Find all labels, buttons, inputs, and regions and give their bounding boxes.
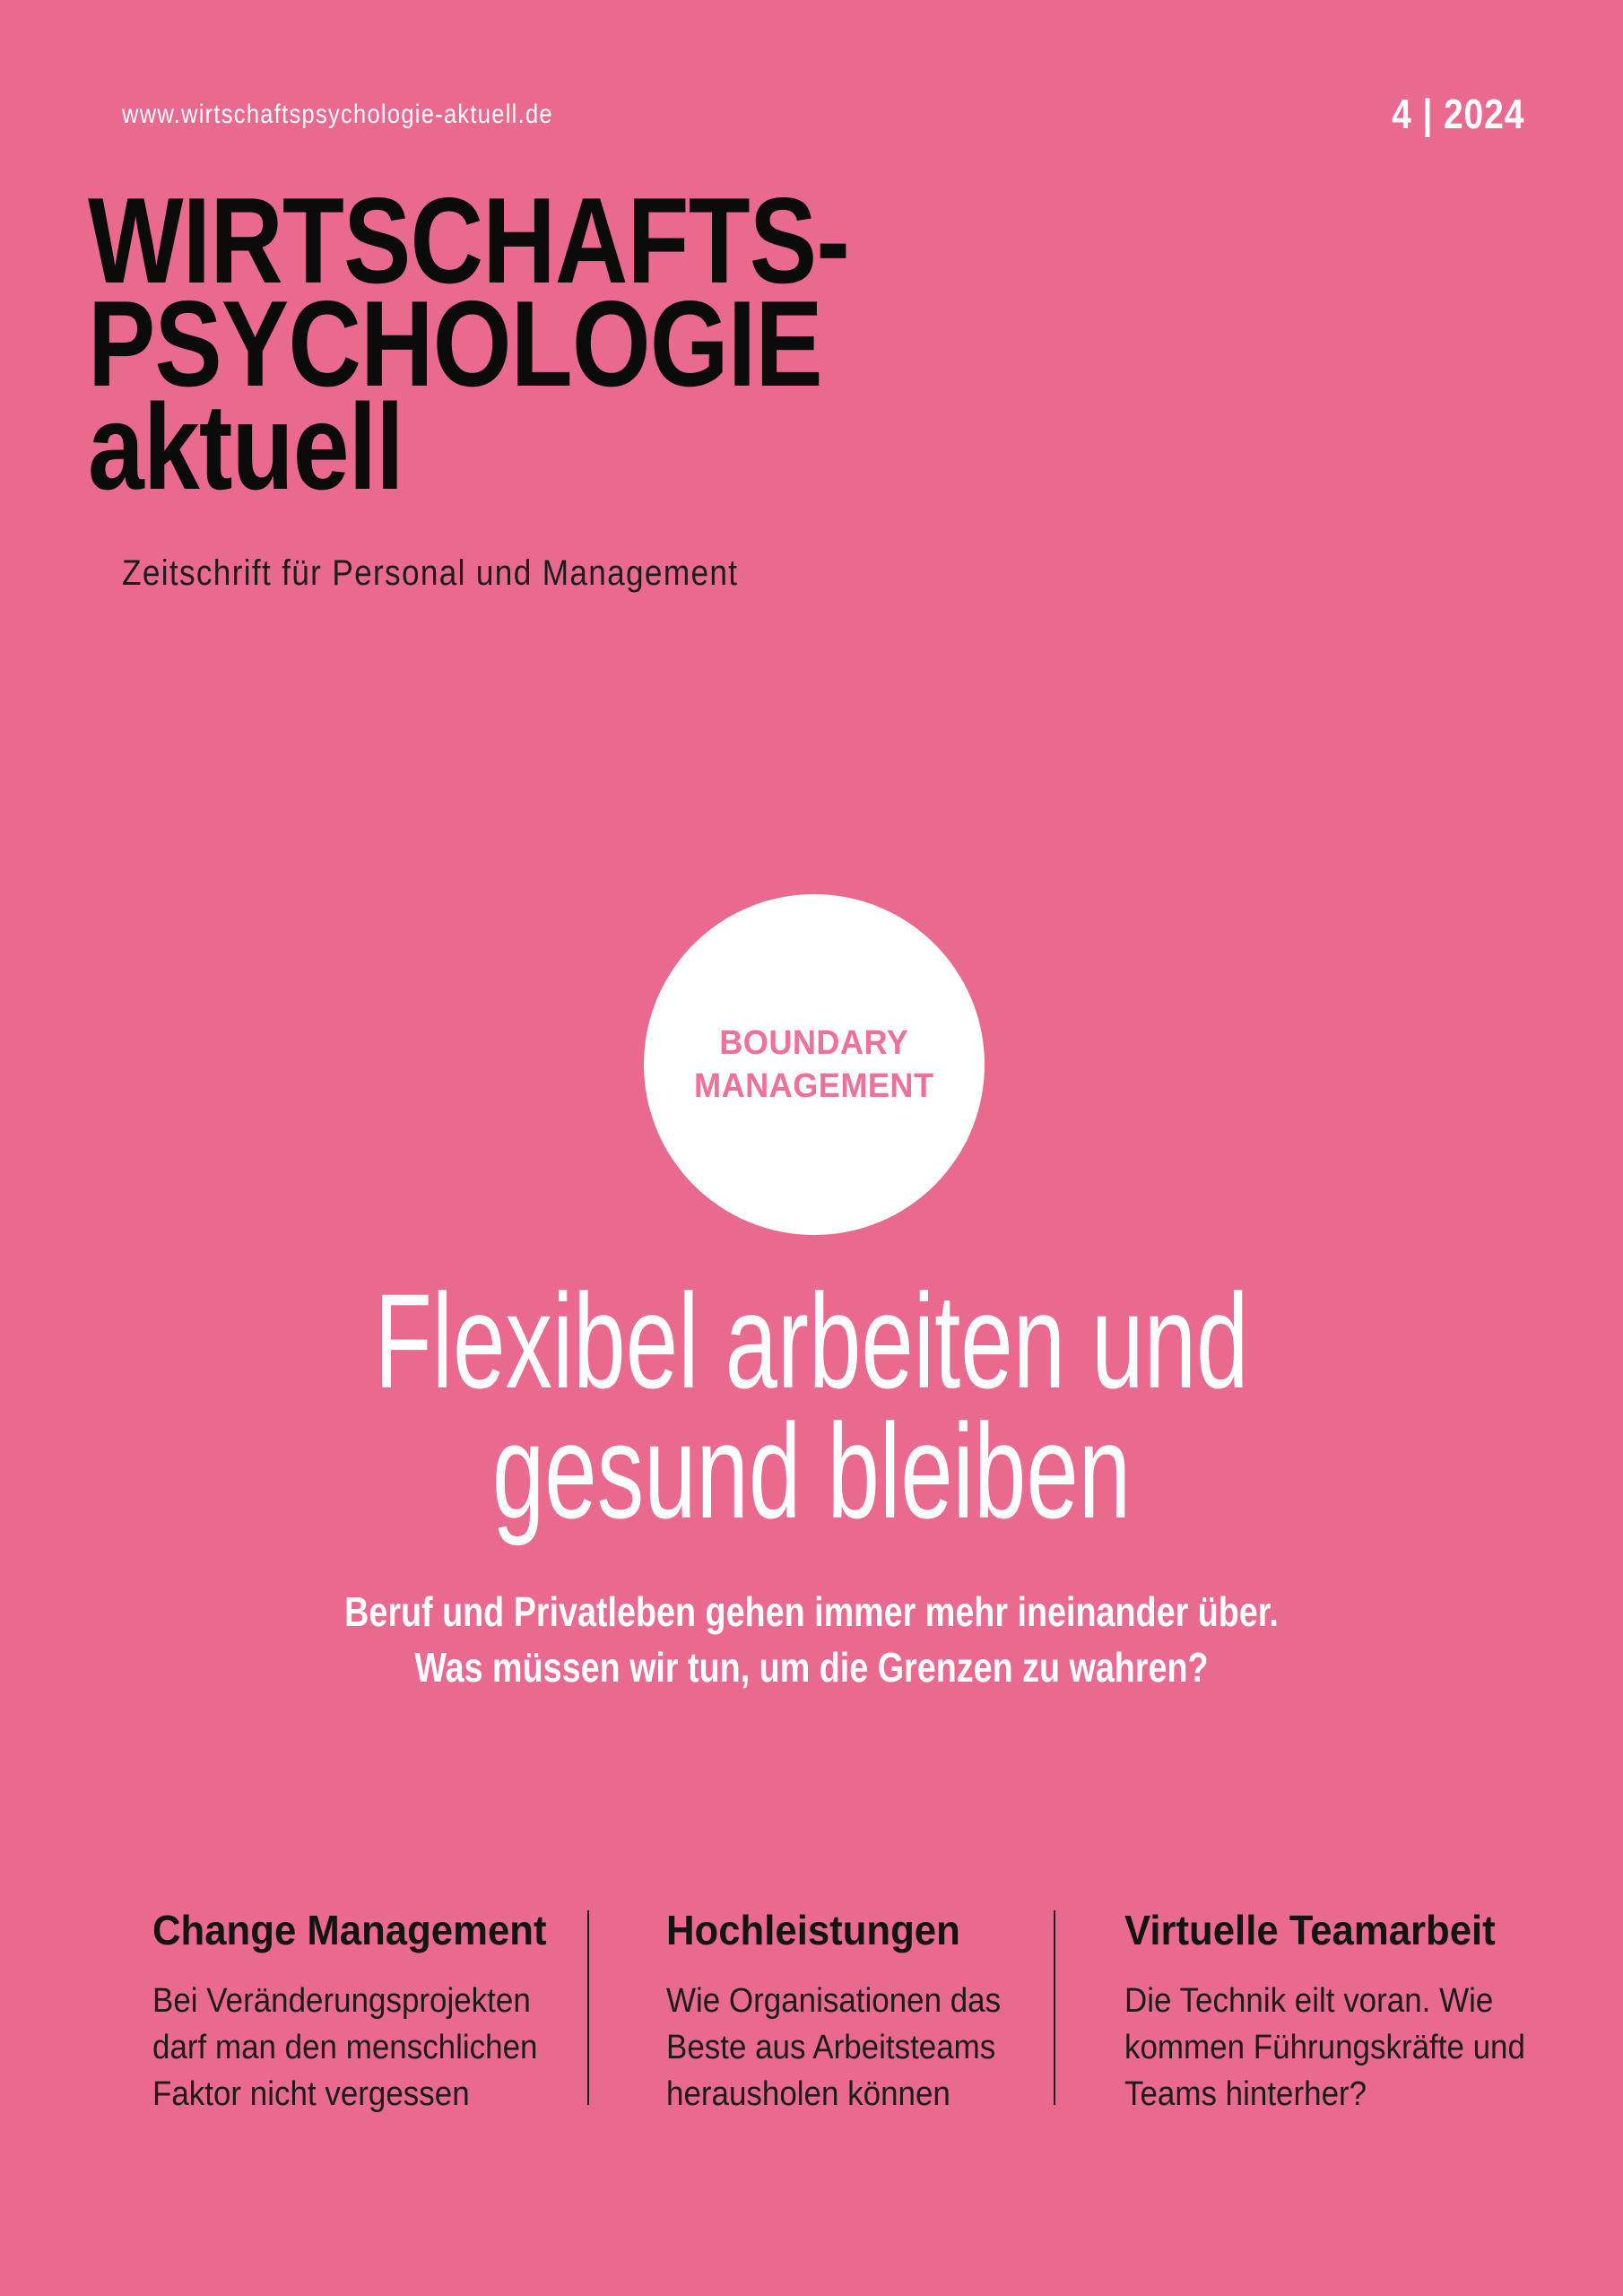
teaser-hochleistungen	[666, 1907, 1030, 2118]
cover-subheadline-line-2: Was müssen wir tun, um die Grenzen zu wahren?	[414, 1644, 1209, 1691]
teaser-body-line: Teams hinterher?	[1124, 2075, 1367, 2113]
magazine-title-line-1: WIRTSCHAFTS-	[88, 172, 850, 309]
topic-badge-line-1: BOUNDARY	[719, 1024, 909, 1062]
cover-subheadline-line-1: Beruf und Privatleben gehen immer mehr ineinander über.	[344, 1588, 1279, 1635]
magazine-subtitle: Zeitschrift für Personal und Management	[122, 553, 739, 593]
teaser-body-line: Wie Organisationen das	[665, 1982, 1001, 2020]
teaser-body-line: Faktor nicht vergessen	[152, 2075, 470, 2113]
teaser-title: Change Management	[152, 1907, 547, 1953]
teaser-change-management	[152, 1907, 571, 2118]
teaser-title: Hochleistungen	[665, 1907, 960, 1953]
teaser-body-line: kommen Führungskräfte und	[1124, 2029, 1526, 2066]
website-url-link[interactable]: www.wirtschaftspsychologie-aktuell.de	[122, 100, 553, 129]
teaser-body-line: darf man den menschlichen	[152, 2029, 538, 2066]
teaser-title: Virtuelle Teamarbeit	[1124, 1907, 1497, 1953]
teaser-body-line: Die Technik eilt voran. Wie	[1124, 1982, 1494, 2020]
teaser-body-line: Bei Veränderungsprojekten	[152, 1982, 531, 2020]
teaser-virtuelle-teamarbeit	[1124, 1907, 1560, 2118]
magazine-title-line-2: PSYCHOLOGIE	[88, 275, 822, 412]
cover-subheadline	[146, 1584, 1477, 1695]
cover-headline	[244, 1265, 1380, 1546]
column-divider	[587, 1910, 589, 2105]
cover-headline-line-1: Flexibel arbeiten und	[374, 1265, 1249, 1416]
topic-badge-text	[694, 1022, 933, 1108]
issue-number: 4 | 2024	[1391, 91, 1524, 137]
teaser-body-line: Beste aus Arbeitsteams	[665, 2029, 996, 2066]
topic-badge-line-2: MANAGEMENT	[694, 1067, 934, 1105]
cover-headline-line-2: gesund bleiben	[491, 1396, 1132, 1546]
teaser-body-line: herausholen können	[665, 2075, 950, 2113]
column-divider	[1054, 1910, 1055, 2105]
magazine-title	[88, 172, 850, 515]
topic-badge-circle	[644, 894, 985, 1235]
magazine-title-line-3: aktuell	[88, 378, 404, 515]
teaser-section	[152, 1907, 1526, 2118]
